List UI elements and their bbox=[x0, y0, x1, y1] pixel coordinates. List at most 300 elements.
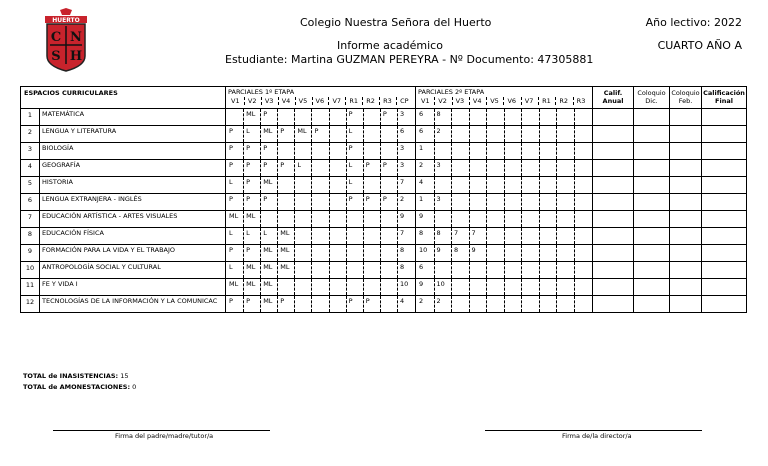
grade-cell bbox=[364, 211, 381, 227]
grade-cell bbox=[487, 262, 505, 278]
grade-cell: P bbox=[227, 296, 244, 312]
grade-cell: 10 bbox=[399, 280, 409, 288]
subject-number: 10 bbox=[21, 262, 40, 279]
grade-cell bbox=[381, 211, 398, 227]
grade-cell bbox=[295, 211, 312, 227]
grade-cell bbox=[540, 296, 558, 312]
grade-cell bbox=[487, 177, 505, 193]
table-row bbox=[21, 194, 747, 211]
grade-cell bbox=[505, 177, 523, 193]
calif-final-cell bbox=[702, 211, 747, 228]
grade-cell bbox=[452, 211, 470, 227]
calif-anual-cell bbox=[593, 160, 634, 177]
grade-cell bbox=[487, 194, 505, 210]
grade-cell bbox=[364, 228, 381, 244]
grade-cell bbox=[487, 160, 505, 176]
logo-letter: N bbox=[70, 30, 82, 45]
grade-cell bbox=[575, 126, 592, 142]
grade-cell: P bbox=[381, 160, 398, 176]
grade-cell bbox=[540, 143, 558, 159]
calif-anual-cell bbox=[593, 143, 634, 160]
grade-cell bbox=[295, 245, 312, 261]
calif-final-cell bbox=[702, 109, 747, 126]
subject-number: 9 bbox=[21, 245, 40, 262]
grade-cell bbox=[540, 194, 558, 210]
logo-letter: H bbox=[69, 49, 83, 64]
table-row bbox=[21, 262, 747, 279]
etapa2-marks bbox=[416, 194, 593, 211]
grade-cell: L bbox=[244, 126, 261, 142]
grade-cell: ML bbox=[244, 262, 261, 278]
grade-cell: 3 bbox=[399, 161, 405, 169]
absences-total bbox=[23, 372, 129, 380]
etapa1-col-header: R2 bbox=[363, 97, 380, 105]
grade-cell: L bbox=[227, 262, 244, 278]
grade-cell bbox=[295, 279, 312, 295]
grade-cell bbox=[540, 245, 558, 261]
coloquio-dic-cell bbox=[634, 126, 670, 143]
grade-cell bbox=[347, 211, 364, 227]
logo-banner-text: HUERTO bbox=[52, 17, 80, 24]
grade-cell: 6 bbox=[417, 126, 435, 142]
grade-cell: P bbox=[312, 126, 329, 142]
grade-cell bbox=[330, 279, 347, 295]
calif-final-cell bbox=[702, 279, 747, 296]
etapa1-col-header: V5 bbox=[296, 97, 313, 105]
absences-value: 15 bbox=[120, 372, 129, 380]
grade-cell: 9 bbox=[417, 211, 435, 227]
etapa1-header bbox=[226, 87, 416, 109]
subject-name: BIOLOGÍA bbox=[40, 143, 226, 160]
grade-cell bbox=[557, 296, 575, 312]
grade-cell bbox=[295, 262, 312, 278]
grade-cell: P bbox=[347, 109, 364, 125]
grade-cell: 3 bbox=[435, 194, 453, 210]
coloquio-dic-cell bbox=[634, 228, 670, 245]
grade-cell bbox=[522, 228, 540, 244]
grade-cell bbox=[452, 262, 470, 278]
grade-cell: P bbox=[347, 296, 364, 312]
grade-cell bbox=[575, 279, 592, 295]
coloquio-dic-cell bbox=[634, 211, 670, 228]
etapa1-col-header: V4 bbox=[279, 97, 296, 105]
parent-signature-line bbox=[53, 430, 270, 431]
grade-cell bbox=[381, 279, 398, 295]
subject-name: GEOGRAFÍA bbox=[40, 160, 226, 177]
grade-cell: L bbox=[347, 177, 364, 193]
grade-cell bbox=[522, 211, 540, 227]
grade-cell bbox=[452, 126, 470, 142]
table-row bbox=[21, 279, 747, 296]
grade-cell: ML bbox=[261, 279, 278, 295]
calif-final-cell bbox=[702, 160, 747, 177]
grade-cell: 8 bbox=[435, 228, 453, 244]
grade-cell bbox=[557, 228, 575, 244]
etapa1-col-header: R3 bbox=[380, 97, 397, 105]
grade-cell: P bbox=[347, 194, 364, 210]
subject-name: LENGUA Y LITERATURA bbox=[40, 126, 226, 143]
absences-label: TOTAL de INASISTENCIAS: bbox=[23, 372, 119, 380]
grade-cell bbox=[364, 126, 381, 142]
grade-cell bbox=[487, 126, 505, 142]
etapa2-columns bbox=[418, 97, 590, 105]
subject-name: FE Y VIDA I bbox=[40, 279, 226, 296]
calif-final-cell bbox=[702, 245, 747, 262]
coloquio-dic-cell bbox=[634, 279, 670, 296]
table-row bbox=[21, 126, 747, 143]
grade-cell: P bbox=[244, 194, 261, 210]
coloquio-feb-cell bbox=[670, 109, 702, 126]
grade-cell bbox=[312, 245, 329, 261]
calif-final-header: Calificación Final bbox=[702, 87, 747, 109]
grade-cell bbox=[557, 177, 575, 193]
grade-cell: 7 bbox=[399, 178, 405, 186]
grade-cell bbox=[505, 228, 523, 244]
grade-cell bbox=[505, 279, 523, 295]
coloquio-feb-cell bbox=[670, 126, 702, 143]
school-name: Colegio Nuestra Señora del Huerto bbox=[300, 16, 492, 29]
grade-cell bbox=[522, 296, 540, 312]
calif-anual-cell bbox=[593, 194, 634, 211]
grade-cell: P bbox=[278, 296, 295, 312]
grade-cell bbox=[505, 245, 523, 261]
course-name: CUARTO AÑO A bbox=[657, 39, 742, 52]
coloquio-feb-cell bbox=[670, 262, 702, 279]
grade-cell bbox=[575, 245, 592, 261]
grade-cell bbox=[557, 279, 575, 295]
etapa1-marks bbox=[226, 160, 416, 177]
grade-rows bbox=[21, 109, 747, 313]
calif-final-cell bbox=[702, 228, 747, 245]
etapa1-marks bbox=[226, 109, 416, 126]
grade-cell bbox=[330, 211, 347, 227]
grade-cell bbox=[452, 160, 470, 176]
calif-anual-cell bbox=[593, 177, 634, 194]
grade-cell: P bbox=[227, 245, 244, 261]
grade-cell bbox=[557, 211, 575, 227]
grade-cell: 9 bbox=[435, 245, 453, 261]
grade-cell bbox=[575, 296, 592, 312]
grade-cell bbox=[452, 109, 470, 125]
grade-cell: 2 bbox=[417, 160, 435, 176]
grade-cell bbox=[522, 194, 540, 210]
grade-cell: 9 bbox=[399, 212, 405, 220]
logo-letter: C bbox=[50, 30, 62, 45]
calif-final-cell bbox=[702, 126, 747, 143]
grade-cell bbox=[295, 228, 312, 244]
etapa2-marks bbox=[416, 245, 593, 262]
etapa2-marks bbox=[416, 279, 593, 296]
grade-cell bbox=[575, 228, 592, 244]
grade-cell bbox=[435, 177, 453, 193]
coloquio-dic-cell bbox=[634, 177, 670, 194]
grade-cell: ML bbox=[227, 211, 244, 227]
grade-cell bbox=[540, 279, 558, 295]
grade-cell bbox=[330, 160, 347, 176]
etapa2-col-header: R1 bbox=[539, 97, 556, 105]
grade-cell: 3 bbox=[399, 110, 405, 118]
grade-cell bbox=[381, 177, 398, 193]
calif-anual-cell bbox=[593, 126, 634, 143]
coloquio-feb-cell bbox=[670, 296, 702, 313]
grade-cell bbox=[330, 194, 347, 210]
grade-cell bbox=[312, 177, 329, 193]
grade-cell bbox=[505, 194, 523, 210]
grade-cell: P bbox=[278, 126, 295, 142]
coloquio-feb-cell bbox=[670, 143, 702, 160]
coloquio-feb-cell bbox=[670, 160, 702, 177]
grade-cell: 6 bbox=[417, 262, 435, 278]
grade-cell: ML bbox=[261, 126, 278, 142]
grade-cell bbox=[295, 177, 312, 193]
grade-cell bbox=[452, 279, 470, 295]
grade-cell: ML bbox=[261, 245, 278, 261]
subject-number: 5 bbox=[21, 177, 40, 194]
grade-cell bbox=[522, 279, 540, 295]
etapa2-col-header: V3 bbox=[453, 97, 470, 105]
grade-cell: P bbox=[244, 296, 261, 312]
grade-cell bbox=[452, 194, 470, 210]
grade-cell: 4 bbox=[417, 177, 435, 193]
grade-cell bbox=[470, 126, 488, 142]
grade-cell bbox=[364, 262, 381, 278]
grade-cell: P bbox=[261, 143, 278, 159]
grade-cell bbox=[364, 279, 381, 295]
grade-cell bbox=[487, 143, 505, 159]
etapa2-col-header: R2 bbox=[556, 97, 573, 105]
logo-letter: S bbox=[51, 49, 61, 64]
etapa1-col-header: R1 bbox=[346, 97, 363, 105]
grade-cell: P bbox=[227, 143, 244, 159]
grade-cell bbox=[575, 143, 592, 159]
grade-cell: 3 bbox=[399, 144, 405, 152]
grade-cell bbox=[470, 143, 488, 159]
grade-cell: 2 bbox=[435, 126, 453, 142]
etapa2-col-header: V4 bbox=[470, 97, 487, 105]
grade-cell bbox=[364, 143, 381, 159]
grade-cell bbox=[540, 262, 558, 278]
grade-cell: ML bbox=[244, 279, 261, 295]
coloquio-feb-cell bbox=[670, 211, 702, 228]
grade-cell bbox=[347, 262, 364, 278]
grade-cell bbox=[295, 109, 312, 125]
grade-cell: ML bbox=[261, 262, 278, 278]
grade-cell: P bbox=[261, 160, 278, 176]
grade-cell bbox=[575, 194, 592, 210]
grade-cell: 7 bbox=[470, 228, 488, 244]
etapa2-marks bbox=[416, 160, 593, 177]
grade-cell bbox=[330, 109, 347, 125]
coloquio-dic-header: Coloquio Dic. bbox=[634, 87, 670, 109]
grade-cell bbox=[505, 109, 523, 125]
grade-cell bbox=[330, 143, 347, 159]
grade-cell bbox=[312, 194, 329, 210]
etapa1-marks bbox=[226, 143, 416, 160]
etapa2-marks bbox=[416, 296, 593, 313]
grade-cell bbox=[330, 126, 347, 142]
grade-cell bbox=[330, 245, 347, 261]
grade-cell bbox=[227, 109, 244, 125]
etapa2-marks bbox=[416, 211, 593, 228]
grade-cell bbox=[312, 228, 329, 244]
grade-cell: ML bbox=[278, 228, 295, 244]
school-year: Año lectivo: 2022 bbox=[645, 16, 742, 29]
grade-cell: 8 bbox=[435, 109, 453, 125]
grade-cell bbox=[330, 296, 347, 312]
grade-cell bbox=[522, 109, 540, 125]
grade-cell: P bbox=[244, 160, 261, 176]
grade-cell bbox=[557, 245, 575, 261]
grade-cell bbox=[278, 109, 295, 125]
grade-cell: 7 bbox=[452, 228, 470, 244]
grade-cell: P bbox=[227, 160, 244, 176]
grade-cell bbox=[347, 228, 364, 244]
grade-cell: 9 bbox=[417, 279, 435, 295]
grade-cell: P bbox=[364, 296, 381, 312]
grade-cell: P bbox=[227, 194, 244, 210]
calif-anual-cell bbox=[593, 262, 634, 279]
grade-cell bbox=[278, 143, 295, 159]
grade-cell bbox=[505, 160, 523, 176]
coloquio-dic-cell bbox=[634, 245, 670, 262]
grade-cell bbox=[312, 109, 329, 125]
subject-name: EDUCACIÓN FÍSICA bbox=[40, 228, 226, 245]
grade-cell: 6 bbox=[417, 109, 435, 125]
grade-cell bbox=[470, 211, 488, 227]
grade-cell bbox=[487, 211, 505, 227]
reprimands-label: TOTAL de AMONESTACIONES: bbox=[23, 383, 131, 391]
grade-cell bbox=[575, 211, 592, 227]
calif-anual-cell bbox=[593, 211, 634, 228]
grade-cell bbox=[470, 194, 488, 210]
etapa2-marks bbox=[416, 109, 593, 126]
subject-number: 1 bbox=[21, 109, 40, 126]
grade-cell bbox=[295, 194, 312, 210]
grade-cell: L bbox=[244, 228, 261, 244]
grade-cell bbox=[505, 296, 523, 312]
etapa2-title: PARCIALES 2º ETAPA bbox=[418, 88, 485, 96]
etapa1-marks bbox=[226, 126, 416, 143]
etapa2-marks bbox=[416, 143, 593, 160]
grade-cell: P bbox=[227, 126, 244, 142]
etapa2-marks bbox=[416, 126, 593, 143]
etapa1-title: PARCIALES 1º ETAPA bbox=[228, 88, 295, 96]
parent-signature-label: Firma del padre/madre/tutor/a bbox=[115, 432, 214, 440]
etapa1-col-header: V2 bbox=[245, 97, 262, 105]
grade-cell: P bbox=[364, 194, 381, 210]
etapa1-marks bbox=[226, 194, 416, 211]
grade-cell: P bbox=[244, 245, 261, 261]
grade-cell: P bbox=[244, 143, 261, 159]
grade-cell bbox=[505, 143, 523, 159]
grade-cell: 7 bbox=[399, 229, 405, 237]
grade-cell: 10 bbox=[417, 245, 435, 261]
calif-anual-header: Calif. Anual bbox=[593, 87, 634, 109]
grade-cell: 10 bbox=[435, 279, 453, 295]
grade-cell bbox=[470, 160, 488, 176]
grade-cell bbox=[435, 143, 453, 159]
grade-cell: 8 bbox=[399, 246, 405, 254]
grade-cell: P bbox=[261, 194, 278, 210]
table-row bbox=[21, 160, 747, 177]
grade-cell bbox=[381, 262, 398, 278]
grade-cell: L bbox=[227, 177, 244, 193]
coloquio-feb-cell bbox=[670, 228, 702, 245]
coloquio-feb-cell bbox=[670, 279, 702, 296]
grade-cell bbox=[557, 109, 575, 125]
grade-cell bbox=[347, 245, 364, 261]
grade-cell bbox=[312, 143, 329, 159]
grade-cell bbox=[557, 262, 575, 278]
etapa2-col-header: V5 bbox=[487, 97, 504, 105]
grade-cell bbox=[381, 126, 398, 142]
grade-cell: P bbox=[381, 109, 398, 125]
grade-cell bbox=[540, 160, 558, 176]
etapa1-col-header: V3 bbox=[262, 97, 279, 105]
etapa1-col-header: V1 bbox=[228, 97, 245, 105]
etapa2-col-header: V7 bbox=[522, 97, 539, 105]
grade-cell: L bbox=[347, 126, 364, 142]
coloquio-feb-cell bbox=[670, 245, 702, 262]
subject-number: 7 bbox=[21, 211, 40, 228]
subject-number: 3 bbox=[21, 143, 40, 160]
grade-cell bbox=[540, 126, 558, 142]
grade-cell bbox=[470, 279, 488, 295]
etapa1-marks bbox=[226, 228, 416, 245]
grade-cell bbox=[487, 279, 505, 295]
grade-cell: L bbox=[295, 160, 312, 176]
etapa1-col-header: CP bbox=[400, 97, 409, 105]
coloquio-feb-cell bbox=[670, 194, 702, 211]
table-row bbox=[21, 211, 747, 228]
grade-cell: 8 bbox=[452, 245, 470, 261]
grade-cell bbox=[487, 228, 505, 244]
calif-final-cell bbox=[702, 143, 747, 160]
grade-cell: L bbox=[261, 228, 278, 244]
coloquio-dic-cell bbox=[634, 109, 670, 126]
grade-cell bbox=[522, 177, 540, 193]
grade-cell bbox=[381, 228, 398, 244]
subject-number: 8 bbox=[21, 228, 40, 245]
grade-cell bbox=[557, 143, 575, 159]
grade-cell: 1 bbox=[417, 143, 435, 159]
grade-cell bbox=[557, 194, 575, 210]
subject-number: 6 bbox=[21, 194, 40, 211]
etapa1-marks bbox=[226, 296, 416, 313]
grade-cell: ML bbox=[295, 126, 312, 142]
grades-table bbox=[20, 86, 747, 313]
grade-cell: ML bbox=[244, 109, 261, 125]
grade-cell bbox=[278, 194, 295, 210]
grade-cell bbox=[452, 296, 470, 312]
grade-cell bbox=[522, 126, 540, 142]
etapa1-col-header: V6 bbox=[313, 97, 330, 105]
grade-cell bbox=[557, 160, 575, 176]
grade-cell: P bbox=[381, 194, 398, 210]
subject-number: 12 bbox=[21, 296, 40, 313]
grade-cell bbox=[381, 296, 398, 312]
grade-cell bbox=[381, 245, 398, 261]
calif-final-cell bbox=[702, 262, 747, 279]
report-title: Informe académico bbox=[337, 39, 443, 52]
table-row bbox=[21, 245, 747, 262]
grade-cell: 2 bbox=[399, 195, 405, 203]
subject-name: ANTROPOLOGÍA SOCIAL Y CULTURAL bbox=[40, 262, 226, 279]
grade-cell bbox=[522, 143, 540, 159]
reprimands-value: 0 bbox=[132, 383, 137, 391]
grade-cell bbox=[330, 177, 347, 193]
etapa1-marks bbox=[226, 262, 416, 279]
